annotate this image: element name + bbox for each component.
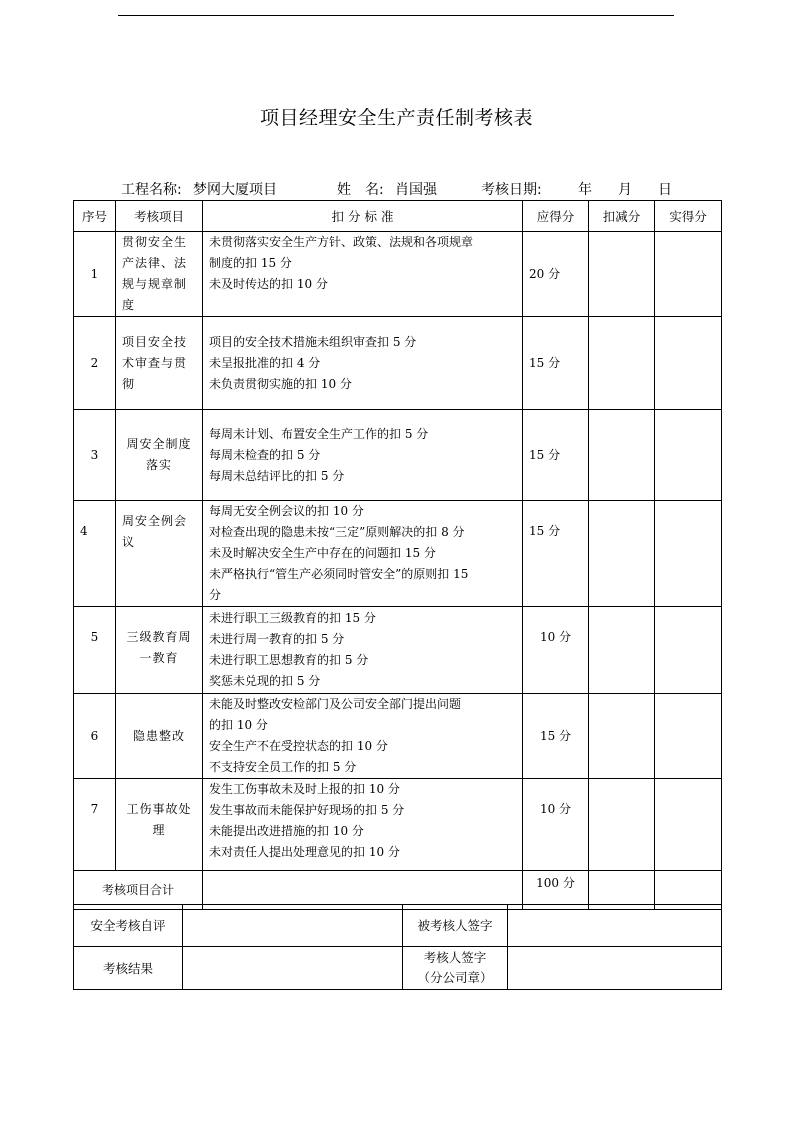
row-score: 15 分	[523, 694, 589, 779]
criteria-line: 未及时传达的扣 10 分	[209, 277, 328, 291]
header-criteria: 扣 分 标 准	[203, 201, 523, 232]
criteria-line: 未贯彻落实安全生产方针、政策、法规和各项规章	[209, 235, 474, 249]
criteria-line: 未能提出改进措施的扣 10 分	[209, 824, 364, 838]
criteria-line: 未及时解决安全生产中存在的问题扣 15 分	[209, 546, 436, 560]
criteria-line: 每周无安全例会议的扣 10 分	[209, 504, 364, 518]
assessee-sign-field[interactable]	[508, 905, 722, 947]
row-deduct-cell[interactable]	[589, 232, 655, 317]
table-row	[74, 232, 722, 317]
table-row	[74, 779, 722, 871]
row-score: 10 分	[523, 779, 589, 871]
row-no: 3	[74, 410, 116, 501]
row-score: 15 分	[523, 410, 589, 501]
criteria-line: 未负责贯彻实施的扣 10 分	[209, 376, 352, 391]
row-actual-cell[interactable]	[655, 779, 722, 871]
criteria-line: 未进行职工三级教育的扣 15 分	[209, 611, 376, 625]
self-eval-label: 安全考核自评	[74, 905, 183, 947]
row-criteria	[203, 779, 523, 871]
row-score: 20 分	[523, 232, 589, 317]
criteria-line: 未能及时整改安检部门及公司安全部门提出问题	[209, 697, 462, 711]
criteria-line: 每周未检查的扣 5 分	[209, 447, 321, 462]
assessor-sign-label-cell	[403, 947, 508, 990]
total-score: 100 分	[523, 871, 589, 910]
result-field[interactable]	[183, 947, 403, 990]
criteria-line: 发生事故而未能保护好现场的扣 5 分	[209, 803, 405, 817]
assessor-sign-sub: （分公司章）	[417, 970, 493, 985]
table-header-row	[74, 201, 722, 232]
criteria-line: 分	[209, 588, 222, 602]
criteria-line: 未对责任人提出处理意见的扣 10 分	[209, 845, 400, 859]
row-deduct-cell[interactable]	[589, 779, 655, 871]
row-item: 项目安全技术审查与贯彻	[116, 317, 203, 410]
table-row	[74, 694, 722, 779]
name-value: 肖国强	[395, 182, 437, 198]
header-actual: 实得分	[655, 201, 722, 232]
row-actual-cell[interactable]	[655, 317, 722, 410]
table-row	[74, 317, 722, 410]
criteria-line: 制度的扣 15 分	[209, 256, 292, 270]
row-deduct-cell[interactable]	[589, 317, 655, 410]
day-label: 日	[658, 182, 672, 198]
criteria-line: 不支持安全员工作的扣 5 分	[209, 760, 357, 774]
header-score: 应得分	[523, 201, 589, 232]
document-title: 项目经理安全生产责任制考核表	[259, 107, 533, 129]
row-criteria	[203, 607, 523, 694]
row-item: 周安全例会议	[116, 501, 203, 607]
table-row	[74, 501, 722, 607]
criteria-line: 未进行职工思想教育的扣 5 分	[209, 653, 369, 667]
self-eval-field[interactable]	[183, 905, 403, 947]
criteria-line: 未进行周一教育的扣 5 分	[209, 632, 345, 646]
row-no: 2	[74, 317, 116, 410]
row-score: 10 分	[523, 607, 589, 694]
criteria-line: 奖惩未兑现的扣 5 分	[209, 674, 321, 688]
header-rule	[118, 15, 674, 16]
row-item: 隐患整改	[116, 694, 203, 779]
table-row	[74, 607, 722, 694]
row-no: 7	[74, 779, 116, 871]
row-actual-cell[interactable]	[655, 410, 722, 501]
table-row	[74, 410, 722, 501]
row-deduct-cell[interactable]	[589, 694, 655, 779]
criteria-line: 每周未总结评比的扣 5 分	[209, 468, 345, 483]
row-criteria	[203, 501, 523, 607]
result-label: 考核结果	[74, 947, 183, 990]
month-label: 月	[618, 182, 632, 198]
assessor-sign-label: 考核人签字	[423, 950, 487, 965]
criteria-line: 的扣 10 分	[209, 718, 268, 732]
criteria-line: 对检查出现的隐患未按“三定”原则解决的扣 8 分	[209, 525, 465, 539]
header-no: 序号	[74, 201, 116, 232]
name-label: 姓 名:	[337, 182, 384, 198]
total-label: 考核项目合计	[74, 871, 203, 910]
row-deduct-cell[interactable]	[589, 607, 655, 694]
row-deduct-cell[interactable]	[589, 501, 655, 607]
row-score: 15 分	[523, 317, 589, 410]
header-item: 考核项目	[116, 201, 203, 232]
criteria-line: 未严格执行“管生产必须同时管安全”的原则扣 15	[209, 567, 469, 581]
project-label: 工程名称:	[121, 182, 182, 198]
row-item: 工伤事故处理	[116, 779, 203, 871]
row-no: 6	[74, 694, 116, 779]
row-criteria	[203, 410, 523, 501]
header-deduct: 扣减分	[589, 201, 655, 232]
row-deduct-cell[interactable]	[589, 410, 655, 501]
row-item: 周安全制度落实	[116, 410, 203, 501]
project-value: 梦网大厦项目	[193, 182, 277, 198]
row-actual-cell[interactable]	[655, 232, 722, 317]
row-criteria	[203, 317, 523, 410]
criteria-line: 每周未计划、布置安全生产工作的扣 5 分	[209, 426, 429, 441]
criteria-line: 未呈报批准的扣 4 分	[209, 355, 321, 370]
row-actual-cell[interactable]	[655, 607, 722, 694]
assessor-sign-field[interactable]	[508, 947, 722, 990]
date-label: 考核日期:	[481, 182, 542, 198]
criteria-line: 项目的安全技术措施未组织审查扣 5 分	[209, 334, 417, 349]
row-actual-cell[interactable]	[655, 694, 722, 779]
row-item: 贯彻安全生产法律、法规与规章制度	[116, 232, 203, 317]
criteria-line: 发生工伤事故未及时上报的扣 10 分	[209, 782, 400, 796]
result-row	[74, 947, 722, 990]
row-criteria	[203, 232, 523, 317]
assessment-table	[73, 200, 722, 910]
self-eval-row	[74, 905, 722, 947]
row-no: 4	[74, 501, 116, 607]
row-criteria	[203, 694, 523, 779]
year-label: 年	[578, 182, 592, 198]
row-score: 15 分	[523, 501, 589, 607]
row-item: 三级教育周一教育	[116, 607, 203, 694]
row-actual-cell[interactable]	[655, 501, 722, 607]
row-no: 5	[74, 607, 116, 694]
signature-table	[73, 904, 722, 990]
criteria-line: 安全生产不在受控状态的扣 10 分	[209, 739, 388, 753]
row-no: 1	[74, 232, 116, 317]
assessee-sign-label: 被考核人签字	[403, 905, 508, 947]
